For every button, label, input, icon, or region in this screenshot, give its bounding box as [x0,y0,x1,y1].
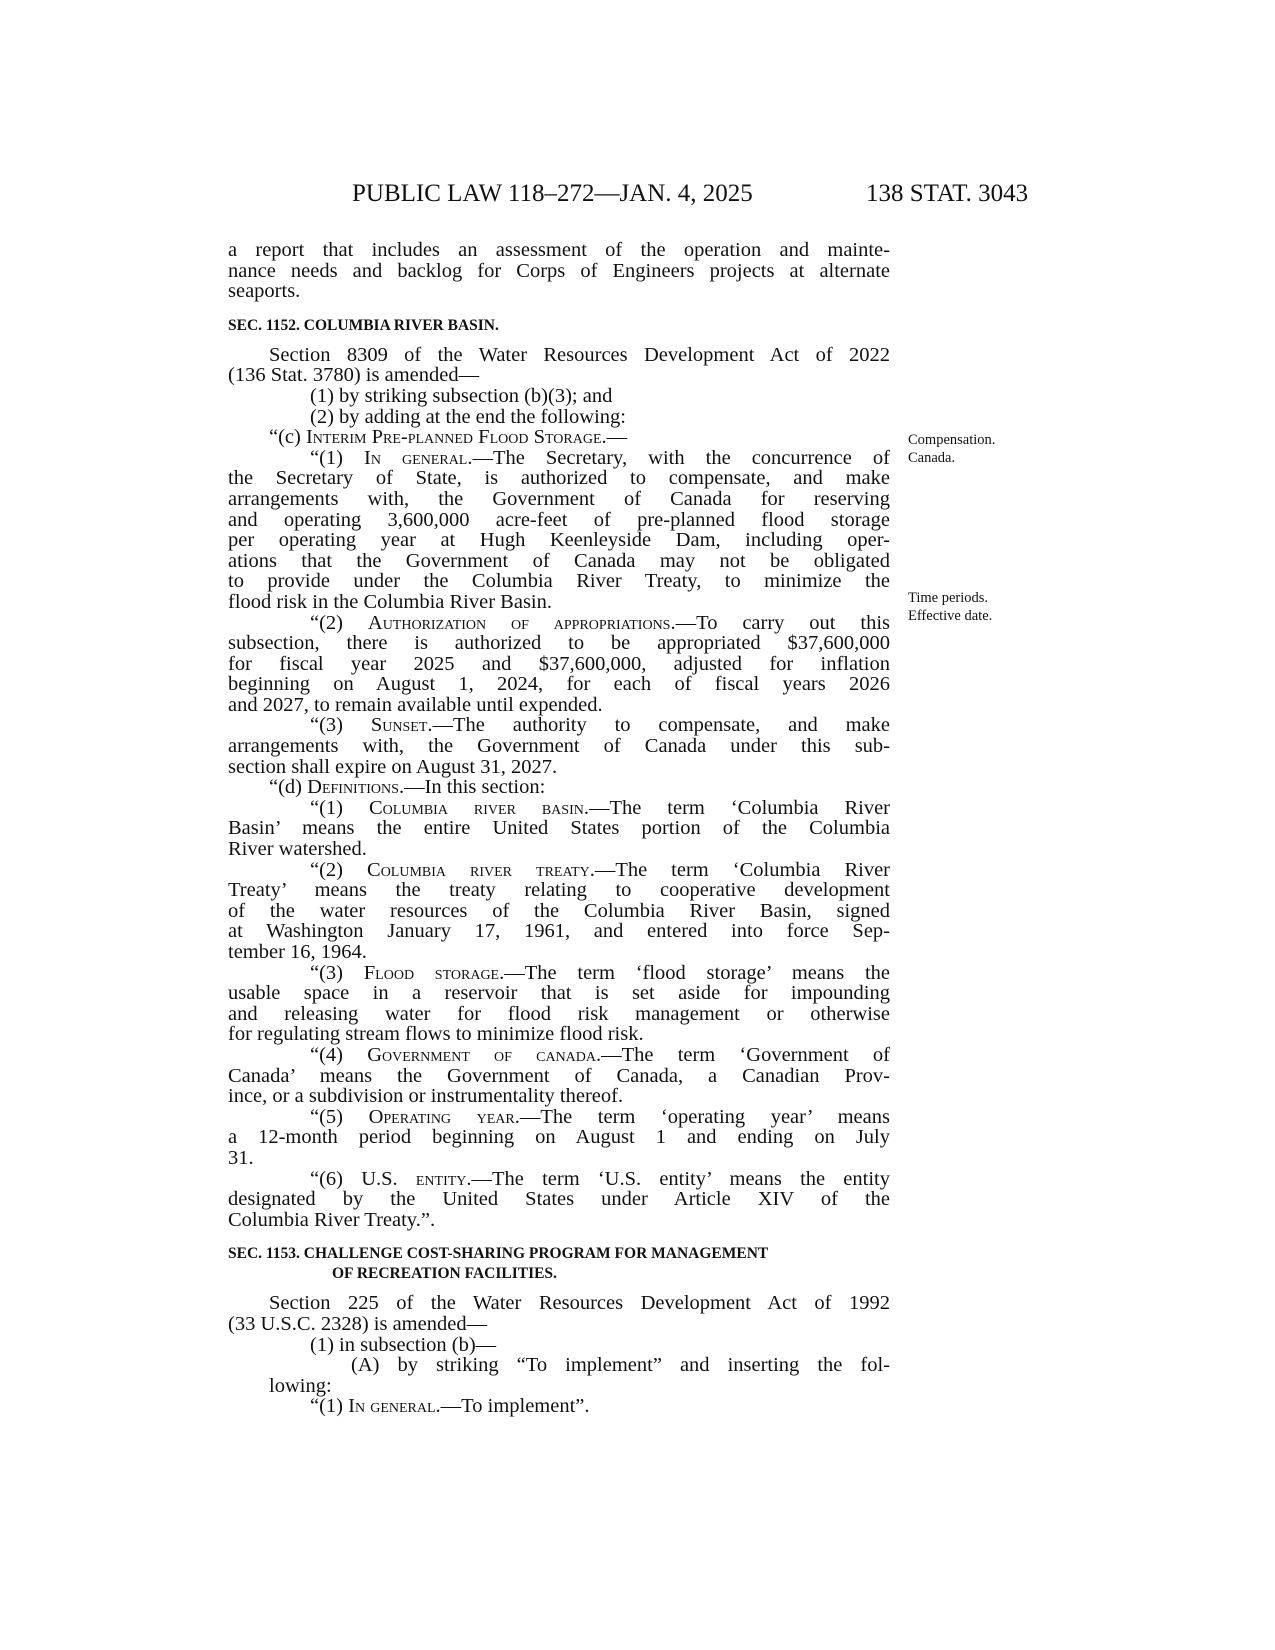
text-line: for fiscal year 2025 and $37,600,000, adjusted for inflation [228,652,890,675]
margin-note-line: Effective date. [908,608,993,624]
margin-note-line: Canada. [908,450,956,466]
text-line: “(2) Authorization of appropriations.—To carry out this [310,611,890,634]
text-line: seaports. [228,280,301,303]
section-heading-1153 [228,1244,890,1284]
text-line: usable space in a reservoir that is set aside for impounding [228,982,890,1005]
page-header-title: PUBLIC LAW 118–272—JAN. 4, 2025 [352,180,753,207]
text-line: of the water resources of the Columbia River Basin, signed [228,899,890,922]
text-line: Treaty’ means the treaty relating to cooperative development [228,879,890,902]
text-line: 31. [228,1146,254,1169]
margin-note-line: Compensation. [908,432,996,448]
paragraph-c1 [228,448,890,613]
text-line: arrangements with, the Government of Canada for reserving [228,487,890,510]
text-line: for regulating stream flows to minimize flood risk. [228,1023,644,1046]
text-line: a report that includes an assessment of the operation and mainte- [228,239,890,261]
definition-d5 [228,1107,890,1169]
subsection-c-heading: “(c) Interim Pre-planned Flood Storage.— [269,426,628,449]
sec1152-lead [228,345,890,386]
page-header-stat-number: 138 STAT. 3043 [866,180,1029,207]
text-line: “(6) U.S. entity.—The term ‘U.S. entity’ means the entity [310,1167,890,1190]
text-line: nance needs and backlog for Corps of Engineers projects at alternate [228,259,890,282]
text-line: (33 U.S.C. 2328) is amended— [228,1312,488,1335]
definition-d3 [228,963,890,1045]
subsection-d-heading: “(d) Definitions.—In this section: [269,776,546,799]
sec1153-quoted-text: “(1) In general.—To implement”. [310,1395,590,1418]
text-line: and 2027, to remain available until expended. [228,693,603,716]
text-line: ations that the Government of Canada may not be obligated [228,549,890,572]
text-line: River watershed. [228,838,367,861]
text-line: (A) by striking “To implement” and inserting the fol- [351,1354,890,1377]
intro-paragraph [228,240,890,302]
section-heading-1152: SEC. 1152. COLUMBIA RIVER BASIN. [228,316,499,334]
text-line: “(3) Sunset.—The authority to compensate, and make [310,714,890,737]
definition-d4 [228,1045,890,1107]
text-line: Columbia River Treaty.”. [228,1208,436,1231]
sec1153-item-1: (1) in subsection (b)— [310,1333,497,1356]
text-line: “(5) Operating year.—The term ‘operating year’ means [310,1105,890,1128]
text-line: lowing: [269,1374,332,1397]
text-line: ince, or a subdivision or instrumentality thereof. [228,1085,624,1108]
margin-note-line: Time periods. [908,590,989,606]
text-line: “(1) In general.—The Secretary, with the concurrence of [310,446,890,469]
document-body [228,240,890,1417]
sec1152-item-1: (1) by striking subsection (b)(3); and [310,384,613,407]
text-line: designated by the United States under Article XIV of the [228,1188,890,1211]
text-line: “(3) Flood storage.—The term ‘flood storage’ means the [310,961,890,984]
sec1152-item-2: (2) by adding at the end the following: [310,405,626,428]
sec1153-lead [228,1293,890,1334]
text-line: at Washington January 17, 1961, and entered into force Sep- [228,920,890,943]
text-line: and operating 3,600,000 acre-feet of pre-planned flood storage [228,508,890,531]
margin-note-time-periods [908,589,992,625]
paragraph-c2 [228,613,890,716]
text-line: Canada’ means the Government of Canada, a Canadian Prov- [228,1064,890,1087]
text-line: Section 8309 of the Water Resources Development Act of 2022 [269,343,890,366]
sec1153-item-A [228,1355,890,1396]
text-line: “(2) Columbia river treaty.—The term ‘Columbia River [310,858,890,881]
heading-line: SEC. 1153. CHALLENGE COST-SHARING PROGRAM FOR MANAGEMENT [228,1245,769,1263]
paragraph-c3 [228,715,890,777]
text-line: the Secretary of State, is authorized to compensate, and make [228,467,890,490]
text-line: arrangements with, the Government of Canada under this sub- [228,735,890,758]
text-line: “(4) Government of canada.—The term ‘Government of [310,1043,890,1066]
text-line: (136 Stat. 3780) is amended— [228,364,480,387]
text-line: section shall expire on August 31, 2027. [228,755,558,778]
text-line: a 12-month period beginning on August 1 and ending on July [228,1126,890,1149]
text-line: tember 16, 1964. [228,941,367,963]
text-line: “(1) Columbia river basin.—The term ‘Columbia River [310,796,890,819]
definition-d1 [228,798,890,860]
text-line: subsection, there is authorized to be appropriated $37,600,000 [228,632,890,655]
text-line: per operating year at Hugh Keenleyside Dam, including oper- [228,529,890,552]
text-line: to provide under the Columbia River Treaty, to minimize the [228,570,890,593]
text-line: and releasing water for flood risk management or otherwise [228,1002,890,1025]
definition-d6 [228,1169,890,1231]
heading-line: OF RECREATION FACILITIES. [332,1265,557,1283]
text-line: flood risk in the Columbia River Basin. [228,590,552,613]
text-line: Basin’ means the entire United States portion of the Columbia [228,817,890,840]
margin-note-compensation [908,431,995,467]
text-line: Section 225 of the Water Resources Development Act of 1992 [269,1292,890,1315]
text-line: beginning on August 1, 2024, for each of fiscal years 2026 [228,673,890,696]
definition-d2 [228,860,890,963]
